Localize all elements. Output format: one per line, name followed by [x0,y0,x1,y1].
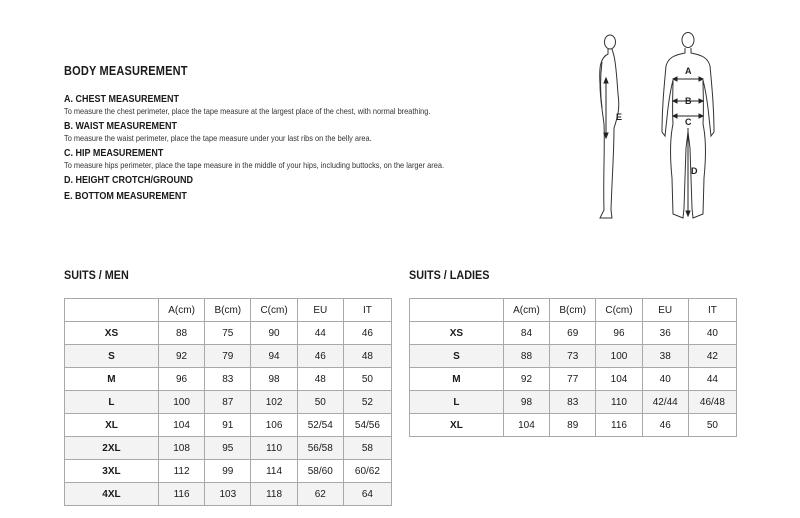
table-cell: 112 [158,460,204,483]
label-e: E [616,112,623,122]
table-row [65,437,392,460]
men-table-title: SUITS / MEN [64,268,129,282]
size-label: 2XL [65,437,159,460]
table-cell: 110 [596,391,642,414]
table-cell: 48 [343,345,391,368]
column-header: EU [642,299,688,322]
table-cell: 98 [503,391,549,414]
men-size-table [64,298,392,506]
table-cell: 114 [251,460,297,483]
size-label: XS [65,322,159,345]
column-header: A(cm) [503,299,549,322]
table-cell: 58 [343,437,391,460]
table-cell: 46/48 [688,391,736,414]
table-cell: 46 [343,322,391,345]
size-label: XL [65,414,159,437]
table-cell: 62 [297,483,343,506]
table-cell: 100 [596,345,642,368]
table-cell: 54/56 [343,414,391,437]
table-row [65,391,392,414]
measurement-definitions [64,94,534,207]
table-cell: 69 [550,322,596,345]
definition-chest [64,94,534,117]
column-header: A(cm) [158,299,204,322]
table-cell: 95 [205,437,251,460]
definition-title: D. HEIGHT CROTCH/GROUND [64,175,194,186]
table-cell: 46 [297,345,343,368]
table-cell: 50 [297,391,343,414]
table-row [65,345,392,368]
table-cell: 36 [642,322,688,345]
table-cell: 87 [205,391,251,414]
table-header-row [410,299,737,322]
table-row [410,391,737,414]
table-cell: 42/44 [642,391,688,414]
table-cell: 60/62 [343,460,391,483]
definition-height-crotch [64,175,534,187]
table-cell: 88 [158,322,204,345]
definition-waist [64,121,534,144]
table-row [65,460,392,483]
column-header: C(cm) [251,299,297,322]
size-label: 3XL [65,460,159,483]
table-cell: 79 [205,345,251,368]
table-cell: 77 [550,368,596,391]
size-label: M [65,368,159,391]
side-figure [600,35,619,218]
size-label: 4XL [65,483,159,506]
definition-hip [64,148,534,171]
table-cell: 90 [251,322,297,345]
table-cell: 84 [503,322,549,345]
size-label: L [65,391,159,414]
table-cell: 106 [251,414,297,437]
table-cell: 73 [550,345,596,368]
table-cell: 96 [596,322,642,345]
table-cell: 104 [503,414,549,437]
table-cell: 50 [688,414,736,437]
definition-text: To measure the waist perimeter, place the tape measure under your last ribs on the belly area. [64,133,372,143]
table-cell: 56/58 [297,437,343,460]
label-a: A [685,66,692,76]
column-header: IT [688,299,736,322]
table-cell: 92 [158,345,204,368]
size-label: XS [410,322,504,345]
table-header-row [65,299,392,322]
column-header [410,299,504,322]
definition-title: C. HIP MEASUREMENT [64,148,164,159]
definition-title: B. WAIST MEASUREMENT [64,121,178,132]
table-row [410,414,737,437]
table-cell: 52/54 [297,414,343,437]
definition-title: E. BOTTOM MEASUREMENT [64,191,187,202]
table-cell: 38 [642,345,688,368]
size-label: S [65,345,159,368]
label-c: C [685,117,692,127]
table-row [410,345,737,368]
page-title: BODY MEASUREMENT [64,64,188,78]
table-row [65,483,392,506]
body-measurement-figures [590,28,740,224]
table-cell: 40 [642,368,688,391]
table-cell: 40 [688,322,736,345]
table-cell: 99 [205,460,251,483]
table-cell: 83 [550,391,596,414]
table-row [410,322,737,345]
definition-title: A. CHEST MEASUREMENT [64,94,180,105]
table-cell: 104 [158,414,204,437]
definition-text: To measure the chest perimeter, place the tape measure at the largest place of the chest, with normal breathing. [64,106,431,116]
table-cell: 98 [251,368,297,391]
table-cell: 118 [251,483,297,506]
column-header: B(cm) [205,299,251,322]
label-b: B [685,96,692,106]
label-d: D [691,166,698,176]
size-label: XL [410,414,504,437]
table-cell: 100 [158,391,204,414]
table-cell: 102 [251,391,297,414]
table-cell: 52 [343,391,391,414]
size-label: L [410,391,504,414]
definition-text: To measure hips perimeter, place the tape measure in the middle of your hips, including buttocks, on the larger area. [64,160,445,170]
table-cell: 83 [205,368,251,391]
table-row [65,368,392,391]
table-cell: 108 [158,437,204,460]
table-cell: 44 [297,322,343,345]
table-cell: 50 [343,368,391,391]
table-cell: 116 [158,483,204,506]
size-label: S [410,345,504,368]
table-row [65,322,392,345]
ladies-table-title: SUITS / LADIES [409,268,490,282]
table-cell: 75 [205,322,251,345]
column-header: B(cm) [550,299,596,322]
table-cell: 91 [205,414,251,437]
definition-bottom [64,191,534,203]
size-label: M [410,368,504,391]
column-header: EU [297,299,343,322]
table-cell: 48 [297,368,343,391]
table-cell: 88 [503,345,549,368]
table-cell: 96 [158,368,204,391]
table-cell: 64 [343,483,391,506]
table-cell: 103 [205,483,251,506]
table-cell: 94 [251,345,297,368]
table-cell: 42 [688,345,736,368]
table-cell: 104 [596,368,642,391]
table-row [410,368,737,391]
column-header [65,299,159,322]
table-cell: 92 [503,368,549,391]
ladies-size-table [409,298,737,437]
table-cell: 46 [642,414,688,437]
table-cell: 58/60 [297,460,343,483]
table-row [65,414,392,437]
table-cell: 116 [596,414,642,437]
column-header: IT [343,299,391,322]
table-cell: 110 [251,437,297,460]
table-cell: 89 [550,414,596,437]
table-cell: 44 [688,368,736,391]
column-header: C(cm) [596,299,642,322]
